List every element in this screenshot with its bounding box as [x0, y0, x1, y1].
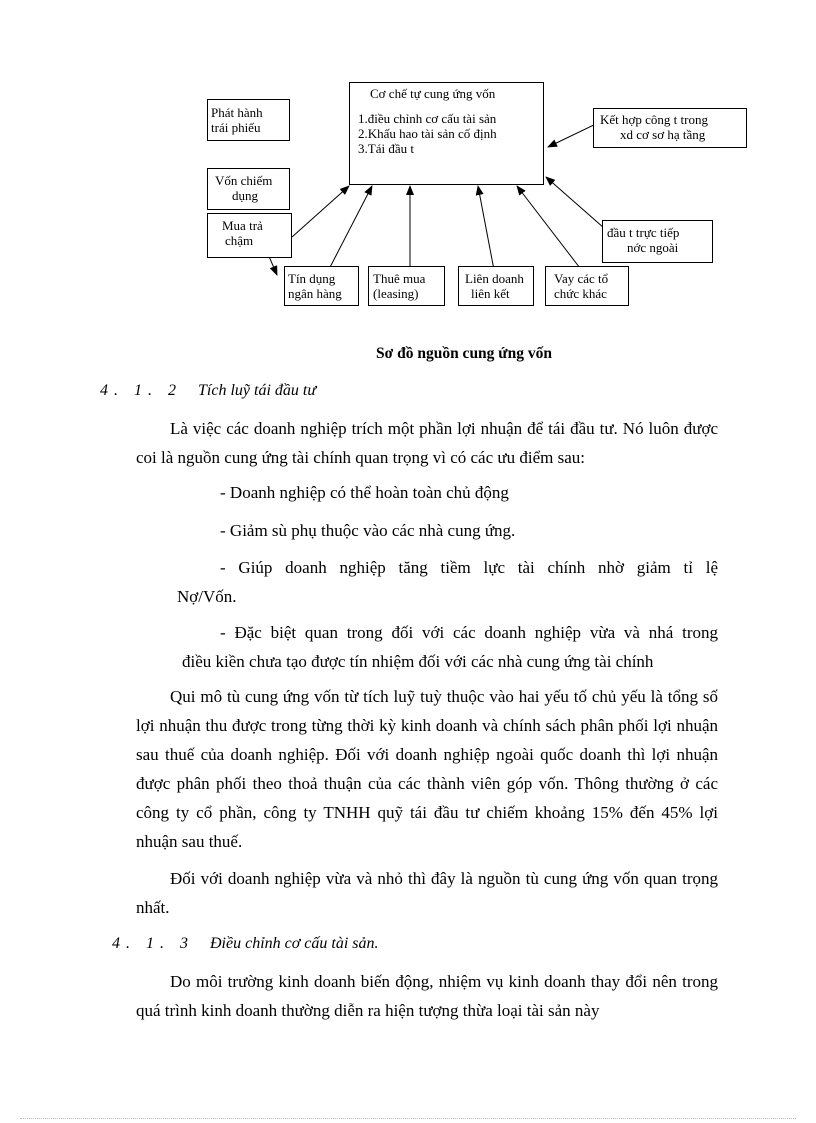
box-appropriated-capital — [207, 168, 290, 210]
section-412-intro: Là việc các doanh nghiệp trích một phần lợi nhuận để tái đầu tư. Nó luôn được coi là nguồn cung ứng tài chính quan trọng vì có các ưu điểm sau: — [136, 419, 718, 467]
box-bank-credit-line-1: Tín dụng — [288, 271, 336, 286]
box-cooperation-line-2: xd cơ sơ hạ tầng — [620, 127, 706, 142]
section-413-paragraph-1: Do môi trường kinh doanh biến động, nhiệm vụ kinh doanh thay đổi nên trong quá trình kinh doanh thường diễn ra hiện tượng thừa loại tài sản này — [136, 972, 718, 1020]
box-joint-venture — [458, 266, 534, 306]
arrow-installment-to-center — [292, 186, 349, 237]
box-other-loans-line-2: chức khác — [554, 286, 607, 301]
center-box-item-1: 1.điều chỉnh cơ cấu tài sản — [358, 111, 497, 126]
box-other-loans — [545, 266, 629, 306]
box-foreign-direct-investment — [602, 220, 713, 263]
box-deferred-line-1: Mua trả — [222, 218, 263, 233]
box-fdi-line-2: nớc ngoài — [627, 240, 679, 255]
bullet-reduce-dependence: - Giảm sù phụ thuộc vào các nhà cung ứng. — [220, 521, 516, 540]
section-412-number: 4. 1. 2 — [100, 382, 182, 399]
box-bank-credit-line-2: ngân hàng — [288, 286, 342, 301]
section-413-heading — [112, 935, 379, 953]
box-joint-venture-line-1: Liên doanh — [465, 271, 524, 286]
section-413-title: Điều chỉnh cơ cấu tài sản. — [210, 935, 379, 952]
page-bottom-rule — [20, 1118, 796, 1119]
box-joint-venture-line-2: liên kết — [471, 286, 510, 301]
box-leasing-line-1: Thuê mua — [373, 271, 426, 286]
box-bonds-line-2: trái phiếu — [211, 120, 261, 135]
box-bank-credit — [284, 266, 359, 306]
bullet-financial-potential-line-2: Nợ/Vốn. — [177, 587, 237, 606]
box-cooperation-line-1: Kết hợp công t trong — [600, 112, 708, 127]
section-412-title: Tích luỹ tái đầu tư — [198, 382, 317, 399]
box-fdi-line-1: đầu t trực tiếp — [607, 225, 680, 240]
bullet-financial-potential-line-1: - Giúp doanh nghiệp tăng tiềm lực tài chính nhờ giảm tỉ lệ — [220, 558, 718, 577]
box-appropriated-line-2: dụng — [232, 188, 258, 203]
box-leasing — [368, 266, 445, 306]
arrow-credit-to-center — [326, 186, 372, 275]
section-412-heading — [100, 382, 316, 400]
section-412-paragraph-2: Qui mô tù cung ứng vốn từ tích luỹ tuỳ thuộc vào hai yếu tố chủ yếu là tổng số lợi nhuận thu được trong từng thời kỳ kinh doanh và chính sách phân phối lợi nhuận sau thuế của doanh nghiệp. Đối với doanh nghiệp ngoài quốc doanh thì lợi nhuận được phân phối theo thoả thuận của các thành viên góp vốn. Thông thường ở các công ty cổ phần, công ty TNHH quỹ tái đầu tư chiếm khoảng 15% đến 45% lợi nhuận sau thuế. — [136, 687, 718, 851]
box-deferred-line-2: chậm — [225, 233, 254, 248]
arrow-fdi-to-center — [546, 177, 604, 228]
box-bonds — [207, 99, 290, 141]
bullet-sme-importance-line-1: - Đặc biệt quan trong đối với các doanh nghiệp vừa và nhá trong — [220, 623, 718, 642]
box-bonds-line-1: Phát hành — [211, 105, 263, 120]
diagram-caption: Sơ đồ nguồn cung ứng vốn — [376, 345, 552, 362]
box-leasing-line-2: (leasing) — [373, 286, 419, 301]
center-box-item-2: 2.Khấu hao tài sản cố định — [358, 126, 497, 141]
box-other-loans-line-1: Vay các tổ — [554, 271, 609, 286]
box-appropriated-line-1: Vốn chiếm — [215, 173, 273, 188]
section-413-number: 4. 1. 3 — [112, 935, 194, 952]
center-box — [349, 82, 544, 185]
section-412-paragraph-3: Đối với doanh nghiệp vừa và nhỏ thì đây là nguồn tù cung ứng vốn quan trọng nhất. — [136, 869, 718, 917]
arrow-jv-to-center — [478, 186, 494, 270]
center-box-item-3: 3.Tái đầu t — [358, 141, 414, 156]
box-deferred-payment — [207, 213, 292, 258]
bullet-full-autonomy: - Doanh nghiệp có thể hoàn toàn chủ động — [220, 483, 509, 502]
center-box-title: Cơ chế tự cung ứng vốn — [370, 86, 496, 101]
bullet-sme-importance-line-2: điều kiền chưa tạo được tín nhiệm đối với các nhà cung ứng tài chính — [182, 652, 654, 671]
box-infrastructure-cooperation — [593, 108, 747, 148]
arrow-loans-to-center — [517, 186, 583, 272]
